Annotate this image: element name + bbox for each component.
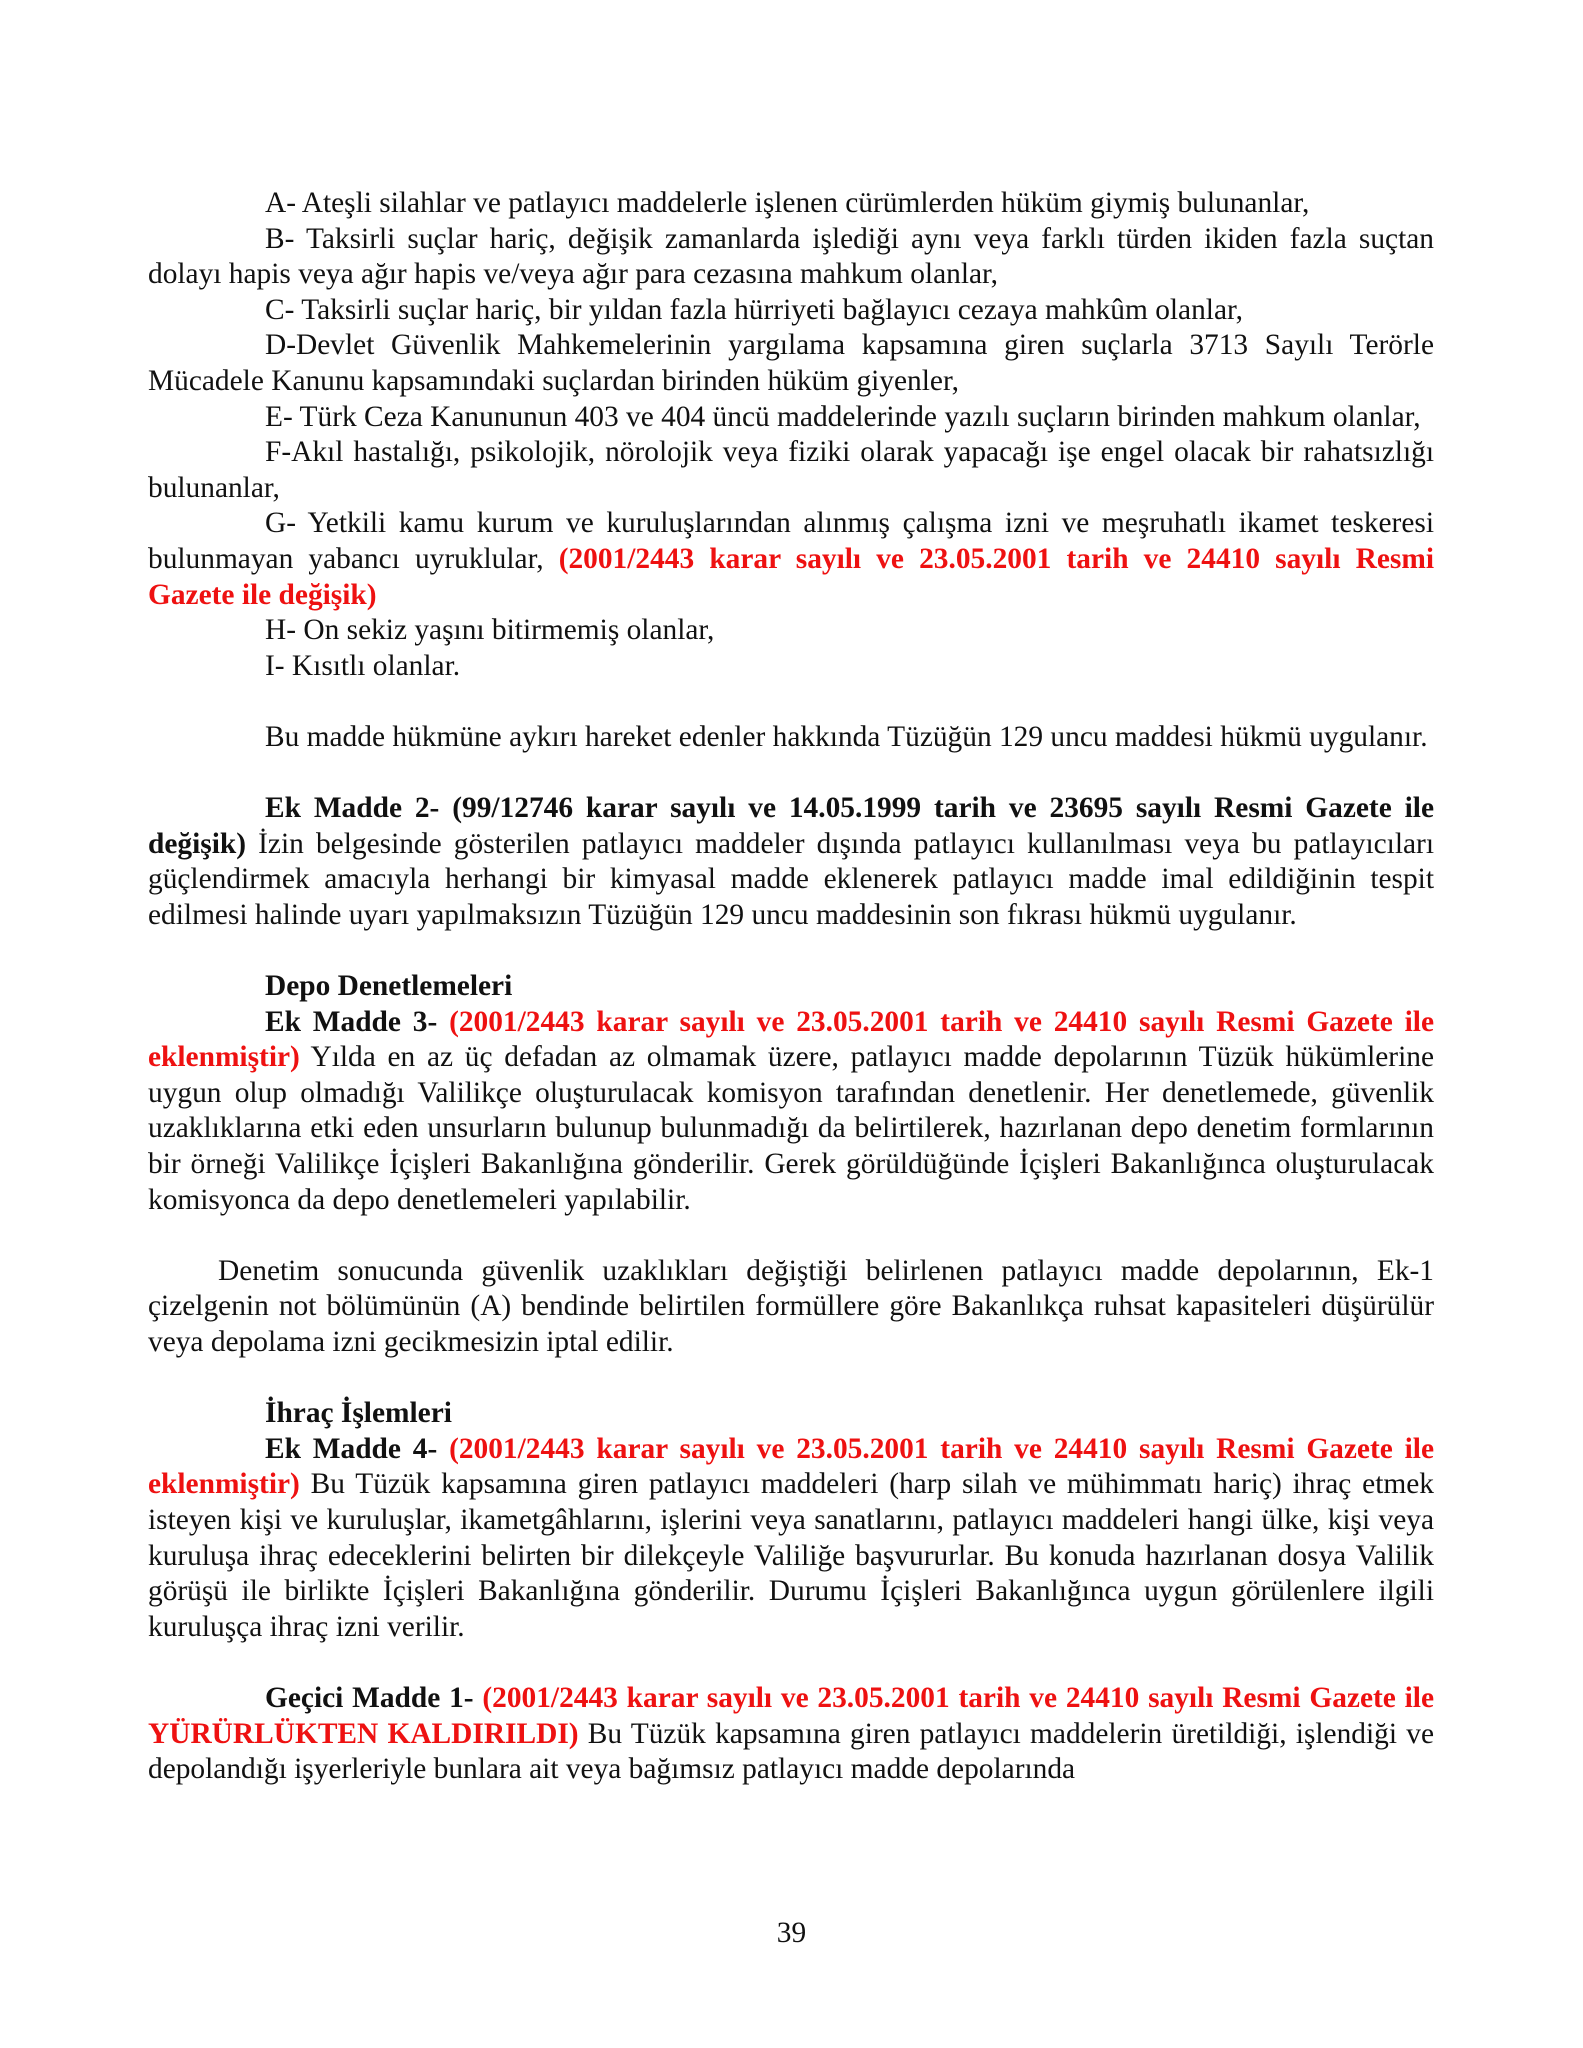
gecici-madde-1-label: Geçici Madde 1- — [265, 1681, 483, 1714]
list-item-i: I- Kısıtlı olanlar. — [265, 649, 461, 682]
section-title-depo: Depo Denetlemeleri — [265, 970, 513, 1003]
amendment-note: (2001/2443 karar sayılı ve 23.05.2001 tarih ve 24410 sayılı Resmi Gazete ile YÜRÜRLÜKTEN KALDIRILDI) — [148, 1681, 1434, 1750]
list-item-a: A- Ateşli silahlar ve patlayıcı maddelerle işlenen cürümlerden hüküm giymiş bulunanlar, — [265, 187, 1310, 219]
ek-madde-3-label: Ek Madde 3- — [265, 1005, 450, 1038]
list-item-c: C- Taksirli suçlar hariç, bir yıldan fazla hürriyeti bağlayıcı cezaya mahkûm olanlar, — [265, 293, 1243, 326]
ek-madde-4-paragraph — [148, 1432, 1434, 1646]
spacer — [148, 1218, 1434, 1254]
spacer — [148, 933, 1434, 969]
ek-madde-3-paragraph — [148, 1005, 1434, 1219]
spacer — [148, 756, 1434, 792]
section-title-ihrac: İhraç İşlemleri — [265, 1397, 452, 1430]
list-item-f: F-Akıl hastalığı, psikolojik, nörolojik veya fiziki olarak yapacağı işe engel olacak bir rahatsızlığı bulunanlar, — [148, 436, 1434, 504]
spacer — [148, 684, 1434, 720]
ek-madde-4-label: Ek Madde 4- — [265, 1432, 450, 1465]
ek-madde-2-body: İzin belgesinde gösterilen patlayıcı maddeler dışında patlayıcı kullanılması veya bu patlayıcıları güçlendirmek amacıyla herhangi bir kimyasal madde eklenerek patlayıcı madde imal edildiğinin tespit edilmesi halinde uyarı yapılmaksızın Tüzüğün 129 uncu maddesinin son fıkrası hükmü uygulanır. — [148, 827, 1434, 931]
gecici-madde-1-paragraph — [148, 1681, 1434, 1788]
ek-madde-2-heading: Ek Madde 2- (99/12746 karar sayılı ve 14.05.1999 tarih ve 23695 sayılı Resmi Gazete ile değişik) — [148, 792, 1434, 860]
gecici-madde-1-body: Bu Tüzük kapsamına giren patlayıcı maddelerin üretildiği, işlendiği ve depolandığı işyerleriyle bunlara ait veya bağımsız patlayıcı madde depolarında — [148, 1717, 1434, 1786]
ek-madde-2-paragraph — [148, 791, 1434, 933]
page-number: 39 — [776, 1917, 807, 1949]
document-page — [148, 186, 1434, 1788]
amendment-note: (2001/2443 karar sayılı ve 23.05.2001 tarih ve 24410 sayılı Resmi Gazete ile eklenmiştir) — [148, 1005, 1434, 1074]
spacer — [148, 1645, 1434, 1681]
spacer — [148, 1361, 1434, 1397]
ek-madde-3-body: Yılda en az üç defadan az olmamak üzere, patlayıcı madde depolarının Tüzük hükümlerine uygun olup olmadığı Valilikçe oluşturulacak komisyon tarafından denetlenir. Her denetlemede, güvenlik uzaklıklarına etki eden unsurların bulunup bulunmadığı da belirtilerek, hazırlanan depo denetim formlarının bir örneği Valilikçe İçişleri Bakanlığına gönderilir. Gerek görüldüğünde İçişleri Bakanlığınca oluşturulacak komisyonca da depo denetlemeleri yapılabilir. — [148, 1041, 1434, 1216]
list-item-b: B- Taksirli suçlar hariç, değişik zamanlarda işlediği aynı veya farklı türden ikiden fazla suçtan dolayı hapis veya ağır hapis ve/veya ağır para cezasına mahkum olanlar, — [148, 222, 1434, 291]
penalty-paragraph: Bu madde hükmüne aykırı hareket edenler hakkında Tüzüğün 129 uncu maddesi hükmü uygulanır. — [265, 720, 1428, 753]
list-item-g — [148, 506, 1434, 613]
list-item-g-text: G- Yetkili kamu kurum ve kuruluşlarından alınmış çalışma izni ve meşruhatlı ikamet teskeresi bulunmayan yabancı uyruklular, — [148, 507, 1434, 575]
denetim-paragraph: Denetim sonucunda güvenlik uzaklıkları değiştiği belirlenen patlayıcı madde depolarının, Ek-1 çizelgenin not bölümünün (A) bendinde belirtilen formüllere göre Bakanlıkça ruhsat kapasiteleri düşürülür veya depolama izni gecikmesizin iptal edilir. — [148, 1254, 1434, 1358]
amendment-note: (2001/2443 karar sayılı ve 23.05.2001 tarih ve 24410 sayılı Resmi Gazete ile eklenmiştir) — [148, 1432, 1434, 1501]
amendment-note: (2001/2443 karar sayılı ve 23.05.2001 tarih ve 24410 sayılı Resmi Gazete ile değişik) — [148, 542, 1434, 611]
list-item-d: D-Devlet Güvenlik Mahkemelerinin yargılama kapsamına giren suçlarla 3713 Sayılı Terörle Mücadele Kanunu kapsamındaki suçlardan birinden hüküm giyenler, — [148, 329, 1434, 397]
list-item-e: E- Türk Ceza Kanununun 403 ve 404 üncü maddelerinde yazılı suçların birinden mahkum olanlar, — [265, 400, 1421, 433]
list-item-h: H- On sekiz yaşını bitirmemiş olanlar, — [265, 614, 715, 647]
ek-madde-4-body: Bu Tüzük kapsamına giren patlayıcı maddeleri (harp silah ve mühimmatı hariç) ihraç etmek isteyen kişi ve kuruluşlar, ikametgâhlarını, işlerini veya sanatlarını, patlayıcı maddeleri hangi ülke, kişi veya kuruluşa ihraç edeceklerini belirten bir dilekçeyle Valiliğe başvururlar. Bu konuda hazırlanan dosya Valilik görüşü ile birlikte İçişleri Bakanlığına gönderilir. Durumu İçişleri Bakanlığınca uygun görülenlere ilgili kuruluşça ihraç izni verilir. — [148, 1468, 1434, 1643]
